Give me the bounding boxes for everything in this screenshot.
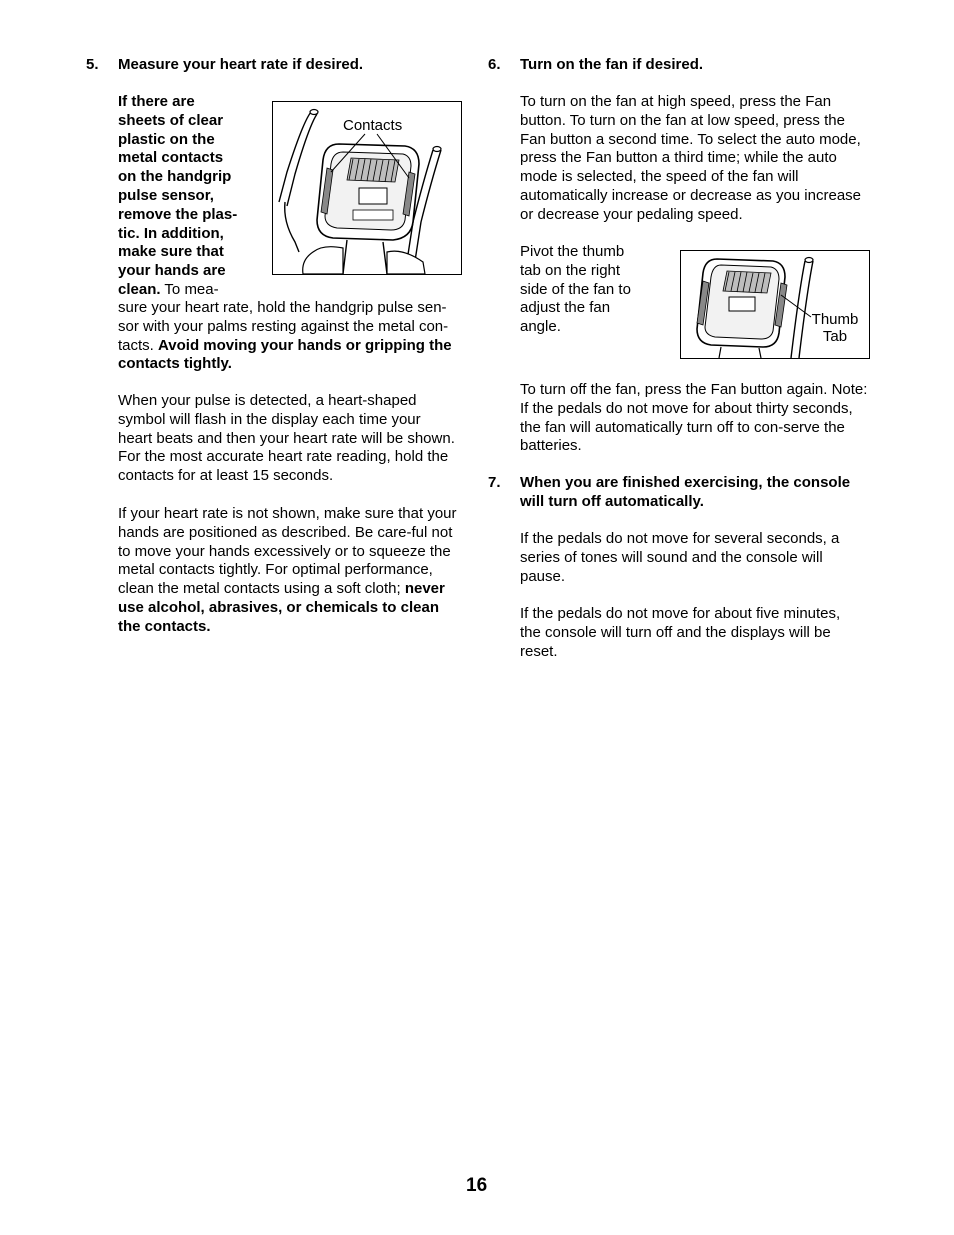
thumb-tab-figure bbox=[680, 250, 870, 359]
thumb-tab-label bbox=[809, 311, 861, 345]
para1-line4-bold: contacts tightly. bbox=[118, 355, 232, 373]
step-7-paragraph-1: If the pedals do not move for several seconds, a series of tones will sound and the console will pause. bbox=[520, 530, 840, 585]
step-6-number: 6. bbox=[488, 56, 501, 73]
para1-line: sure your heart rate, hold the handgrip pulse sen- bbox=[118, 299, 447, 316]
step-6-heading: Turn on the fan if desired. bbox=[520, 56, 704, 73]
wrap-line: tic. In addition, bbox=[118, 224, 224, 242]
wrap-last-bold: clean. bbox=[118, 280, 161, 298]
pivot-text bbox=[520, 243, 670, 337]
step-5-paragraph-2: When your pulse is detected, a heart-shaped symbol will flash in the display each time your heart beats and then your heart rate will be shown. For the most accurate heart rate reading, hold the contacts for at least 15 seconds. bbox=[118, 392, 455, 485]
wrap-line: remove the plas- bbox=[118, 205, 238, 223]
step-6-paragraph-2: To turn off the fan, press the Fan button again. Note: If the pedals do not move for about thirty seconds, the fan will automatically turn off to con-serve the batteries. bbox=[520, 381, 868, 455]
pivot-line: Pivot the thumb bbox=[520, 243, 625, 260]
para3-normal: If your heart rate is not shown, make sure that your hands are positioned as described. Be care-ful not to move your hands excessively or to squeeze the metal contacts tightly. For optimal performance, clean the metal contacts using a soft cloth; bbox=[118, 505, 457, 598]
para3-bold: never use alcohol, abrasives, or chemicals to clean the contacts. bbox=[118, 580, 445, 635]
page-number: 16 bbox=[466, 1175, 488, 1196]
step-5-heading: Measure your heart rate if desired. bbox=[118, 56, 364, 73]
pivot-line: side of the fan to bbox=[520, 280, 631, 298]
pivot-line: adjust the fan bbox=[520, 299, 611, 317]
step-6-paragraph-1: To turn on the fan at high speed, press the Fan button. To turn on the fan at low speed, press the Fan button a second time. To select the auto mode, press the Fan button a third time; while the auto mode is selected, the speed of the fan will automatically increase or decrease as you increase or decrease your pedaling speed. bbox=[520, 93, 862, 223]
contacts-figure bbox=[272, 101, 462, 275]
para1-line3-normal: tacts. bbox=[118, 336, 159, 354]
para1-line bbox=[118, 337, 478, 356]
wrap-line: your hands are bbox=[118, 262, 226, 280]
step-7-paragraph-2: If the pedals do not move for about five minutes, the console will turn off and the displays will be reset. bbox=[520, 605, 841, 660]
wrap-line: metal contacts bbox=[118, 149, 224, 167]
step-5-wrap-text bbox=[118, 93, 268, 300]
step-7-heading-line: When you are finished exercising, the console bbox=[520, 474, 851, 491]
para1-line bbox=[118, 355, 478, 374]
step-5-number: 5. bbox=[86, 56, 99, 73]
wrap-line: on the handgrip bbox=[118, 168, 232, 186]
para1-line3-bold: Avoid moving your hands or gripping the bbox=[158, 336, 452, 354]
wrap-line: plastic on the bbox=[118, 130, 215, 148]
para1-line: sor with your palms resting against the metal con- bbox=[118, 317, 449, 335]
step-7-heading bbox=[520, 474, 880, 512]
wrap-line: sheets of clear bbox=[118, 111, 224, 129]
wrap-line: If there are bbox=[118, 93, 195, 110]
pivot-line: angle. bbox=[520, 318, 561, 336]
thumb-label-line: Tab bbox=[822, 328, 848, 345]
contacts-label: Contacts bbox=[343, 117, 403, 134]
wrap-last-normal: To mea- bbox=[160, 280, 219, 298]
step-7-number: 7. bbox=[488, 474, 501, 491]
wrap-line bbox=[118, 281, 268, 300]
step-5-paragraph-1 bbox=[118, 299, 478, 374]
thumb-label-line: Thumb bbox=[811, 311, 859, 328]
wrap-line: pulse sensor, bbox=[118, 186, 214, 204]
step-7-heading-line: will turn off automatically. bbox=[520, 492, 704, 510]
step-5-paragraph-3 bbox=[118, 505, 464, 637]
wrap-line: make sure that bbox=[118, 243, 224, 261]
pivot-line: tab on the right bbox=[520, 261, 621, 279]
